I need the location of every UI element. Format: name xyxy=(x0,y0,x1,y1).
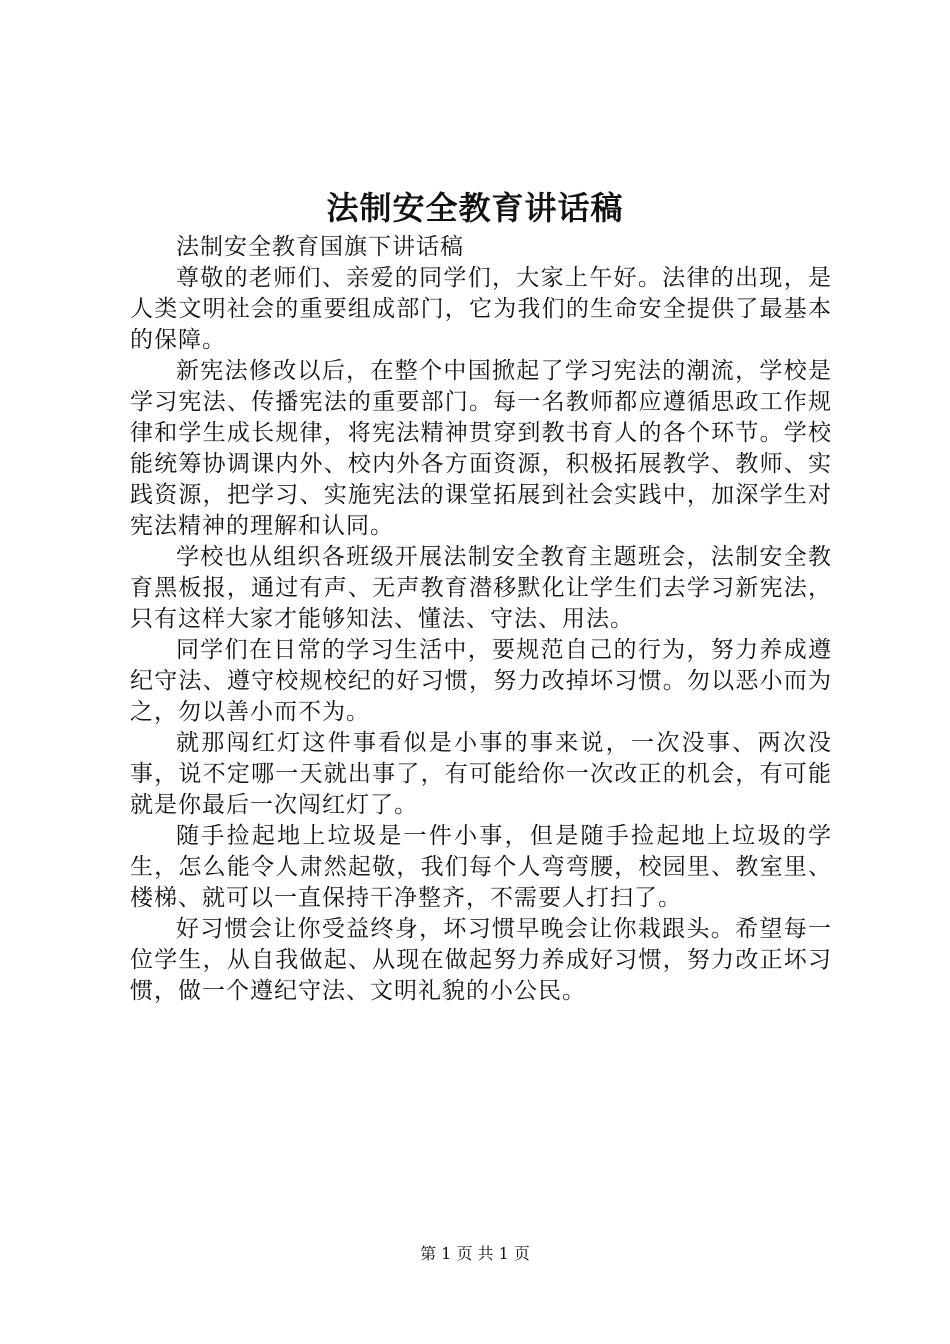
paragraph: 尊敬的老师们、亲爱的同学们，大家上午好。法律的出现，是人类文明社会的重要组成部门，它为我们的生命安全提供了最基本的保障。 xyxy=(130,265,832,353)
page-number-footer: 第 1 页 共 1 页 xyxy=(420,1244,530,1263)
document-title: 法制安全教育讲话稿 xyxy=(326,189,624,227)
document-body xyxy=(130,232,832,1007)
paragraph: 随手捡起地上垃圾是一件小事，但是随手捡起地上垃圾的学生，怎么能令人肃然起敬，我们每个人弯弯腰，校园里、教室里、楼梯、就可以一直保持干净整齐，不需要人打扫了。 xyxy=(130,823,832,911)
paragraph: 就那闯红灯这件事看似是小事的事来说，一次没事、两次没事，说不定哪一天就出事了，有可能给你一次改正的机会，有可能就是你最后一次闯红灯了。 xyxy=(130,730,832,818)
paragraph: 同学们在日常的学习生活中，要规范自己的行为，努力养成遵纪守法、遵守校规校纪的好习惯，努力改掉坏习惯。勿以恶小而为之，勿以善小而不为。 xyxy=(130,637,832,725)
paragraph: 新宪法修改以后，在整个中国掀起了学习宪法的潮流，学校是学习宪法、传播宪法的重要部门。每一名教师都应遵循思政工作规律和学生成长规律，将宪法精神贯穿到教书育人的各个环节。学校能统筹协调课内外、校内外各方面资源，积极拓展教学、教师、实践资源，把学习、实施宪法的课堂拓展到社会实践中，加深学生对宪法精神的理解和认同。 xyxy=(130,358,832,539)
paragraph: 好习惯会让你受益终身，坏习惯早晚会让你栽跟头。希望每一位学生，从自我做起、从现在做起努力养成好习惯，努力改正坏习惯，做一个遵纪守法、文明礼貌的小公民。 xyxy=(130,916,832,1004)
paragraph: 学校也从组织各班级开展法制安全教育主题班会，法制安全教育黑板报，通过有声、无声教育潜移默化让学生们去学习新宪法，只有这样大家才能够知法、懂法、守法、用法。 xyxy=(130,544,832,632)
paragraph-subtitle: 法制安全教育国旗下讲话稿 xyxy=(176,234,464,260)
